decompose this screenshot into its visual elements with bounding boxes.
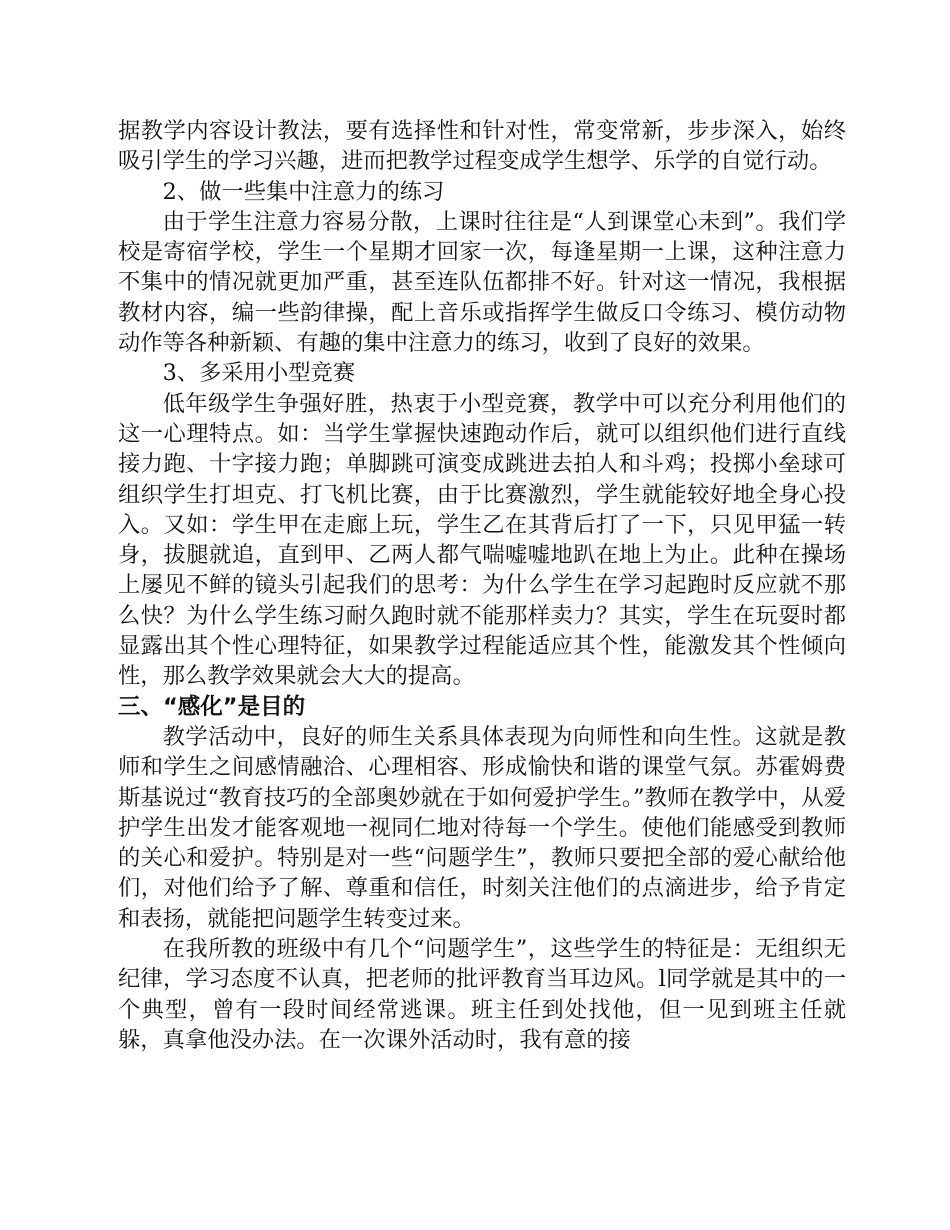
paragraph-attention-exercises: 由于学生注意力容易分散，上课时往往是“人到课堂心未到”。我们学校是寄宿学校，学生一个星期才回家一次，每逢星期一上课，这种注意力不集中的情况就更加严重，甚至连队伍都排不好。针对这一情况，我根据教材内容，编一些韵律操，配上音乐或指挥学生做反口令练习、模仿动物动作等各种新颖、有趣的集中注意力的练习，收到了良好的效果。: [118, 208, 846, 357]
paragraph-teaching-method: 据教学内容设计教法，要有选择性和针对性，常变常新，步步深入，始终吸引学生的学习兴趣，进而把教学过程变成学生想学、乐学的自觉行动。: [118, 118, 846, 175]
subheading-attention-exercises: 2、做一些集中注意力的练习: [162, 178, 445, 205]
subheading-small-competitions: 3、多采用小型竞赛: [162, 360, 356, 387]
section-heading-influence: 三、“感化”是目的: [118, 693, 306, 720]
document-page: [118, 116, 846, 1055]
paragraph-teacher-student-relation: 教学活动中，良好的师生关系具体表现为向师性和向生性。这就是教师和学生之间感情融洽、心理相容、形成愉快和谐的课堂气氛。苏霍姆费斯基说过“教育技巧的全部奥妙就在于如何爱护学生。”教师在教学中，从爱护学生出发才能客观地一视同仁地对待每一个学生。使他们能感受到教师的关心和爱护。特别是对一些“问题学生”，教师只要把全部的爱心献给他们，对他们给予了解、尊重和信任，时刻关注他们的点滴进步，给予肯定和表扬，就能把问题学生转变过来。: [118, 723, 846, 932]
paragraph-small-competitions: 低年级学生争强好胜，热衷于小型竞赛，教学中可以充分利用他们的这一心理特点。如：当学生掌握快速跑动作后，就可以组织他们进行直线接力跑、十字接力跑；单脚跳可演变成跳进去拍人和斗鸡；投掷小垒球可组织学生打坦克、打飞机比赛，由于比赛激烈，学生就能较好地全身心投入。又如：学生甲在走廊上玩，学生乙在其背后打了一下，只见甲猛一转身，拔腿就追，直到甲、乙两人都气喘嘘嘘地趴在地上为止。此种在操场上屡见不鲜的镜头引起我们的思考：为什么学生在学习起跑时反应就不那么快？为什么学生练习耐久跑时就不能那样卖力？其实，学生在玩耍时都显露出其个性心理特征，如果教学过程能适应其个性，能激发其个性倾向性，那么教学效果就会大大的提高。: [118, 390, 846, 690]
paragraph-problem-students: 在我所教的班级中有几个“问题学生”，这些学生的特征是：无组织无纪律，学习态度不认真，把老师的批评教育当耳边风。l同学就是其中的一个典型，曾有一段时间经常逃课。班主任到处找他，但一见到班主任就躲，真拿他没办法。在一次课外活动时，我有意的接: [118, 936, 846, 1053]
